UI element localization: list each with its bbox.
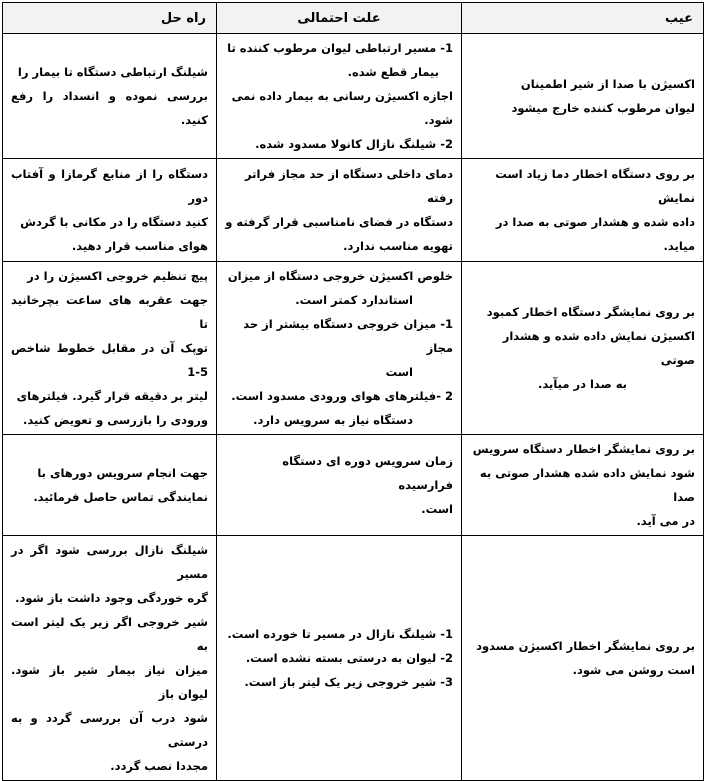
cause-line: استاندارد کمتر است.: [295, 293, 413, 307]
troubleshooting-table: [2, 2, 704, 781]
cause-line: 1- شیلنگ نازال در مسیر تا خورده است.: [227, 627, 453, 641]
issue-cell: [462, 34, 704, 159]
cause-line: تهویه مناسب ندارد.: [343, 239, 453, 253]
solution-line: میزان نیاز بیمار شیر باز شود. لیوان باز: [11, 663, 208, 701]
solution-line: شیلنگ نازال بررسی شود اگر در مسیر: [11, 543, 208, 581]
issue-line: بر روی نمایشگر دستگاه اخطار کمبود: [486, 305, 695, 319]
cause-line: 1- مسیر ارتباطی لیوان مرطوب کننده تا: [227, 41, 453, 55]
cause-line: 2- شیلنگ نازال کانولا مسدود شده.: [255, 137, 453, 151]
issue-line: بر روی نمایشگر اخطار دستگاه سرویس: [472, 442, 695, 456]
issue-cell: [462, 262, 704, 435]
cause-line: خلوص اکسیژن خروجی دستگاه از میزان: [227, 269, 453, 283]
cause-line: 2- لیوان به درستی بسته نشده است.: [245, 651, 453, 665]
cause-line: اجازه اکسیژن رسانی به بیمار داده نمی شود.: [231, 89, 453, 127]
solution-line: گره خوردگی وجود داشت باز شود.: [15, 591, 208, 605]
solution-cell: [3, 435, 217, 536]
solution-cell: [3, 34, 217, 159]
header-row: [3, 3, 704, 34]
cause-line: بیمار قطع شده.: [347, 65, 439, 79]
cause-cell: [217, 435, 462, 536]
cause-cell: [217, 536, 462, 781]
header-issue: عیب: [462, 3, 704, 34]
issue-cell: [462, 536, 704, 781]
solution-line: نمایندگی تماس حاصل فرمائید.: [33, 490, 208, 504]
header-solution: راه حل: [3, 3, 217, 34]
cause-line: دستگاه در فضای نامناسبی قرار گرفته و: [225, 215, 453, 229]
table-row: [3, 159, 704, 262]
solution-line: لیتر بر دقیقه قرار گیرد. فیلترهای: [16, 389, 208, 403]
cause-cell: [217, 34, 462, 159]
cause-line: زمان سرویس دوره ای دستگاه فرارسیده: [282, 454, 453, 492]
solution-line: مجددا نصب گردد.: [110, 759, 208, 773]
solution-line: بررسی نموده و انسداد را رفع کنید.: [11, 89, 208, 127]
issue-line: است روشن می شود.: [572, 663, 695, 677]
cause-line: است: [385, 365, 413, 379]
cause-line: دمای داخلی دستگاه از حد مجاز فراتر رفته: [245, 167, 453, 205]
solution-cell: [3, 159, 217, 262]
solution-line: شیر خروجی اگر زیر یک لیتر است به: [11, 615, 208, 653]
cause-cell: [217, 262, 462, 435]
cause-line: 1- میزان خروجی دستگاه بیشتر از حد مجاز: [243, 317, 453, 355]
issue-line: در می آید.: [636, 514, 695, 528]
issue-line: لیوان مرطوب کننده خارج میشود: [511, 101, 695, 115]
cause-line: است.: [421, 502, 453, 516]
table-row: [3, 262, 704, 435]
issue-line: اکسیژن نمایش داده شده و هشدار صوتی: [502, 329, 695, 367]
solution-cell: [3, 262, 217, 435]
table-row: [3, 34, 704, 159]
solution-line: دستگاه را از منابع گرمازا و آفتاب دور: [11, 167, 208, 205]
cause-cell: [217, 159, 462, 262]
solution-line: جهت انجام سرویس دورهای با: [37, 466, 208, 480]
table-row: [3, 435, 704, 536]
issue-line: به صدا در میآید.: [538, 377, 627, 391]
solution-line: هوای مناسب قرار دهید.: [71, 239, 208, 253]
issue-cell: [462, 435, 704, 536]
solution-line: جهت عقربه های ساعت بچرخانید تا: [11, 293, 208, 331]
solution-line: توپک آن در مقابل خطوط شاخص 5-1: [11, 341, 208, 379]
issue-cell: [462, 159, 704, 262]
issue-line: اکسیژن با صدا از شیر اطمینان: [520, 77, 695, 91]
solution-line: کنید دستگاه را در مکانی با گردش: [20, 215, 208, 229]
issue-line: شود نمایش داده شده هشدار صوتی به صدا: [479, 466, 695, 504]
issue-line: داده شده و هشدار صوتی به صدا در میاید.: [495, 215, 695, 253]
solution-line: شود درب آن بررسی گردد و به درستی: [11, 711, 208, 749]
table-row: [3, 536, 704, 781]
issue-line: بر روی نمایشگر اخطار اکسیژن مسدود: [476, 639, 695, 653]
header-cause: علت احتمالی: [217, 3, 462, 34]
cause-line: 2 -فیلترهای هوای ورودی مسدود است.: [231, 389, 453, 403]
issue-line: بر روی دستگاه اخطار دما زیاد است نمایش: [495, 167, 695, 205]
solution-line: پیچ تنظیم خروجی اکسیژن را در: [27, 269, 208, 283]
solution-line: ورودی را بازرسی و تعویض کنید.: [22, 413, 208, 427]
solution-cell: [3, 536, 217, 781]
cause-line: دستگاه نیاز به سرویس دارد.: [253, 413, 413, 427]
solution-line: شیلنگ ارتباطی دستگاه تا بیمار را: [17, 65, 208, 79]
cause-line: 3- شیر خروجی زیر یک لیتر باز است.: [244, 675, 453, 689]
